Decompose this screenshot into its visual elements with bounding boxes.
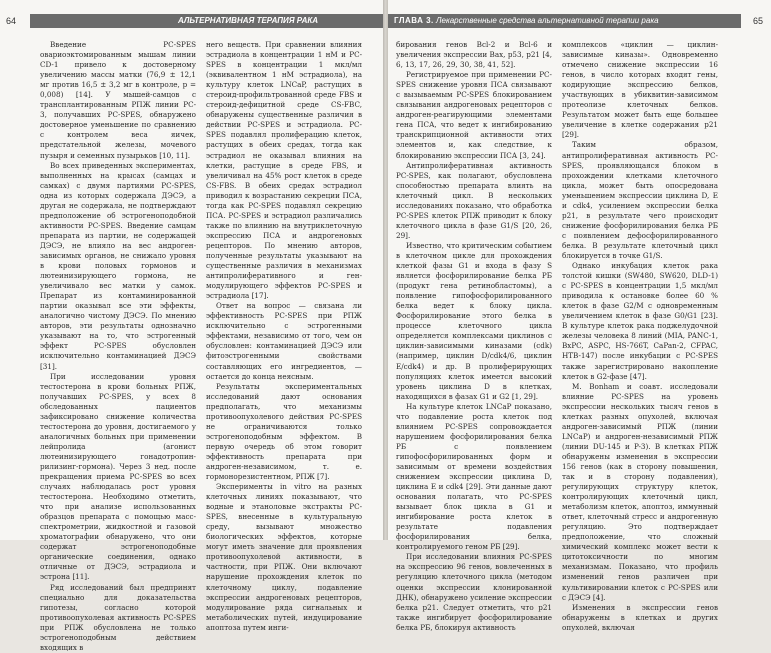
paragraph: На культуре клеток LNCaP показано, что подавление роста клеток под влиянием PC-SPES сопровождается нарушением фосфорилирования белка РБ с появлением гипофосфорилированных форм и зависимым от времени воздействия снижением экспрессии циклина D, циклина E и cdk4 [29]. Эти данные дают основания полагать, что PC-SPES вызывает блок цикла в G1 и ингибирование роста клеток в результате подавления фосфорилирования белка, контролируемого геном РБ [29]. (396, 401, 552, 552)
left-page-number: 64 (6, 16, 17, 26)
paragraph: При исследовании влияния PC-SPES на экспрессию 96 генов, вовлеченных в регуляцию клеточного цикла (методом оценки экспрессии клонированной ДНК), обнаружено усиление экспрессии белка p21. Следует отметить, что p21 также ингибирует фосфорилирование белка РБ, блокируя активность (396, 552, 552, 632)
paragraph: него веществ. При сравнении влияния эстрадиола в концентрации 1 нМ и PC-SPES в концентрации 1 мкл/мл (эквивалентном 1 нМ эстрадиола), на культуру клеток LNCaP, растущих в стероид-профильтрованной среде FBS и стероид-дефицитной среде CS-FBC, обнаружены существенные различия в действии PC-SPES и эстрадиола. PC-SPES подавлял пролиферацию клеток, растущих в обеих средах, тогда как эстрадиол не оказывал влияния на клетки, растущие в среде FBS, и увеличивал на 45% рост клеток в среде CS-FBS. В обеих средах эстрадиол приводил к возрастанию секреции ПСА, тогда как PC-SPES подавлял секрецию ПСА. PC-SPES и эстрадиол различались также по влиянию на внутриклеточную экспрессию ПСА и андрогеновых рецепторов. По мнению авторов, полученные результаты указывают на существенные различия в механизмах антипролиферативного и ген-модулирующего эффектов PC-SPES и эстрадиола [17]. (206, 40, 362, 301)
left-page (0, 0, 383, 652)
paragraph: Введение PC-SPES овариоэктомированным мышам линии CD-1 привело к достоверному увеличению массы матки (76,9 ± 12,1 мг против 16,5 ± 3,2 мг в контроле, p = 0,008) [14]. У мышей-самцов с трансплантированным РПЖ линии PC-3, получавших PC-SPES, обнаружено достоверное уменьшение по сравнению с контролем веса яичек, предстательной железы, мочевого пузыря и семенных пузырьков [10, 11]. (40, 40, 196, 160)
left-running-header (30, 14, 383, 28)
paragraph: Таким образом, антипролиферативная активность PC-SPES, проявляющаяся блоком в прохождении клетками клеточного цикла, может быть опосредована уменьшением экспрессии циклина D, E и cdk4, усилением экспрессии белка p21, в результате чего происходит снижение фосфорилирования белка РБ с появлением дефосфорилированного белка. В результате клеточный цикл блокируется в точке G1/S. (562, 140, 718, 260)
paragraph: Ответ на вопрос — связана ли эффективность PC-SPES при РПЖ исключительно с эстрогенными эффектами, независимо от того, чем он обусловлен: контаминацией ДЭСЭ или фитоэстрогенными свойствами составляющих его ингредиентов, — остается до конца неясным. (206, 301, 362, 381)
paragraph: Известно, что критическим событием в клеточном цикле для прохождения клеткой фазы G1 и входа в фазу S является фосфорилирование белка РБ (продукт гена ретинобластомы), а появление гипофосфорилированного белка ведет к блоку цикла. Фосфорилирование этого белка в процессе клеточного цикла определяется комплексами циклинов с циклин-зависимыми киназами (cdk) (например, циклин D/cdk4/6, циклин E/cdk4) и др. В пролиферирующих популяциях клеток имеется высокий уровень циклина D в клетках, находящихся в фазах G1 и G2 [1, 29]. (396, 240, 552, 401)
left-header-title: АЛЬТЕРНАТИВНАЯ ТЕРАПИЯ РАКА (178, 16, 319, 25)
paragraph: При исследовании уровня тестостерона в крови больных РПЖ, получавших PC-SPES, у всех 8 обследованных пациентов зафиксировано снижение количества тестостерона до уровня, достигаемого у аналогичных больных при применении лейпролида (агонист лютеинизирующего гонадотропин-рилизинг-гормона). Через 3 нед. после прекращения приема PC-SPES во всех случаях наблюдалась рост уровня тестостерона. Необходимо отметить, что при анализе использованных образцов препарата с помощью масс-спектрометрии, жидкостной и газовой хроматографии обнаружено, что они содержат эстрогеноподобные органические соединения, однако отличные от ДЭСЭ, эстрадиола и эстрона [11]. (40, 371, 196, 582)
paragraph: Во всех приведенных экспериментах, выполненных на крысах (самцах и самках) с двумя партиями PC-SPES, одна из которых содержала ДЭСЭ, а другая не содержала, не подтверждают предположение об эстрогеноподобной активности PC-SPES. Введение самцам препарата из партии, не содержащей ДЭСЭ, не влияло на вес андроген-зависимых органов, не снижало уровня в крови половых гормонов и лютеинизирующего гормона, не увеличивало вес матки у самок. Препарат из контаминированной партии оказывал все эти эффекты, аналогично чистому ДЭСЭ. По мнению авторов, эти результаты однозначно указывают на то, что эстрогенный эффект PC-SPES обусловлен исключительно контаминацией ДЭСЭ [31]. (40, 160, 196, 371)
paragraph: Результаты экспериментальных исследований дают основания предполагать, что механизмы противоопухолевого действия PC-SPES не ограничиваются только эстрогеноподобным эффектом. В первую очередь об этом говорит эффективность препарата при андроген-независимом, т. е. гормонорезистентном, РПЖ [7]. (206, 381, 362, 482)
paragraph: Регистрируемое при применении PC-SPES снижение уровня ПСА связывают с вызываемым PC-SPES блокированием связывания андрогеновых рецепторов с андроген-реагирующими элементами гена ПСА, что ведет к ингибированию транскрипционной активности этих элементов и, как следствие, к блокированию экспрессии ПСА [3, 24]. (396, 70, 552, 160)
right-page-number: 65 (752, 16, 763, 26)
right-column-2 (562, 40, 718, 633)
right-column-1 (396, 40, 552, 633)
left-column-1 (40, 40, 196, 653)
paragraph: Антипролиферативная активность PC-SPES, как полагают, обусловлена способностью препарата влиять на клеточный цикл. В нескольких исследованиях показано, что обработка PC-SPES клеток РПЖ приводит к блоку клеточного цикла в фазе G1/S [20, 26, 29]. (396, 160, 552, 240)
right-running-header (388, 14, 741, 28)
left-column-2 (206, 40, 362, 633)
paragraph: Изменения в экспрессии генов обнаружены в клетках и других опухолей, включая (562, 602, 718, 632)
right-header-subtitle: Лекарственные средства альтернативной терапии рака (436, 16, 659, 25)
paragraph: комплексов «циклин — циклин-зависимые киназы». Одновременно отмечено снижение экспрессии 16 генов, в число которых входят гены, кодирующие экспрессию белков, участвующих в убиквитин-зависимом протеолизе клеточных белков. Результатом может быть еще большее увеличение в клетке содержания p21 [29]. (562, 40, 718, 140)
right-page (388, 0, 771, 632)
paragraph: Эксперименты in vitro на разных клеточных линиях показывают, что водные и этаноловые экстракты PC-SPES, внесенные в культуральную среду, вызывают множество биологических эффектов, которые могут иметь значение для проявления противоопухолевой активности, в частности, при РПЖ. Они включают нарушение прохождения клеток по клеточному циклу, подавление экспрессии андрогеновых рецепторов, модулирование ряда сигнальных и метаболических путей, индуцирование апоптоза путем инги- (206, 482, 362, 632)
paragraph: Ряд исследований был предпринят специально для доказательства гипотезы, согласно которой противоопухолевая активность PC-SPES при РПЖ обусловлена не только эстрогеноподобным действием входящих в (40, 582, 196, 652)
right-header-chapter: ГЛАВА 3. (394, 16, 434, 25)
paragraph: Однако инкубация клеток рака толстой кишки (SW480, SW620, DLD-1) с PC-SPES в концентрации 1,5 мкл/мл приводила к остановке более 60 % клеток в фазе G2/M с одновременным увеличением клеток в фазе G0/G1 [23]. В культуре клеток рака поджелудочной железы человека 8 линий (MIA, PANC-1, BxPC, ASPC, HS-766T, CaPan-2, CFPAC, HTB-147) после инкубации с PC-SPES также зарегистрировано накопление клеток в G2-фазе [47]. (562, 261, 718, 381)
paragraph: бирования генов Bcl-2 и Bcl-6 и увеличения экспрессии Bax, p53, p21 [4, 6, 13, 17, 26, 29, 30, 38, 41, 52]. (396, 40, 552, 70)
paragraph: M. Bonham и соавт. исследовали влияние PC-SPES на уровень экспрессии нескольких тысяч генов в клетках разных опухолей, включая андроген-зависимый РПЖ (линии LNCaP) и андроген-независимый РПЖ (линии DU-145 и P-3). В клетках РПЖ обнаружены изменения в экспрессии 156 генов (как в сторону повышения, так и в сторону подавления), регулирующих структуру клеток, контролирующих клеточный цикл, метаболизм клеток, апоптоз, иммунный ответ, клеточный стресс и андрогенную регуляцию. Это подтверждает предположение, что сложный химический комплекс может вести к цитотоксичности по многим механизмам. Показано, что профиль изменений генов различен при культивировании клеток с PC-SPES или с ДЭСЭ [4]. (562, 381, 718, 602)
